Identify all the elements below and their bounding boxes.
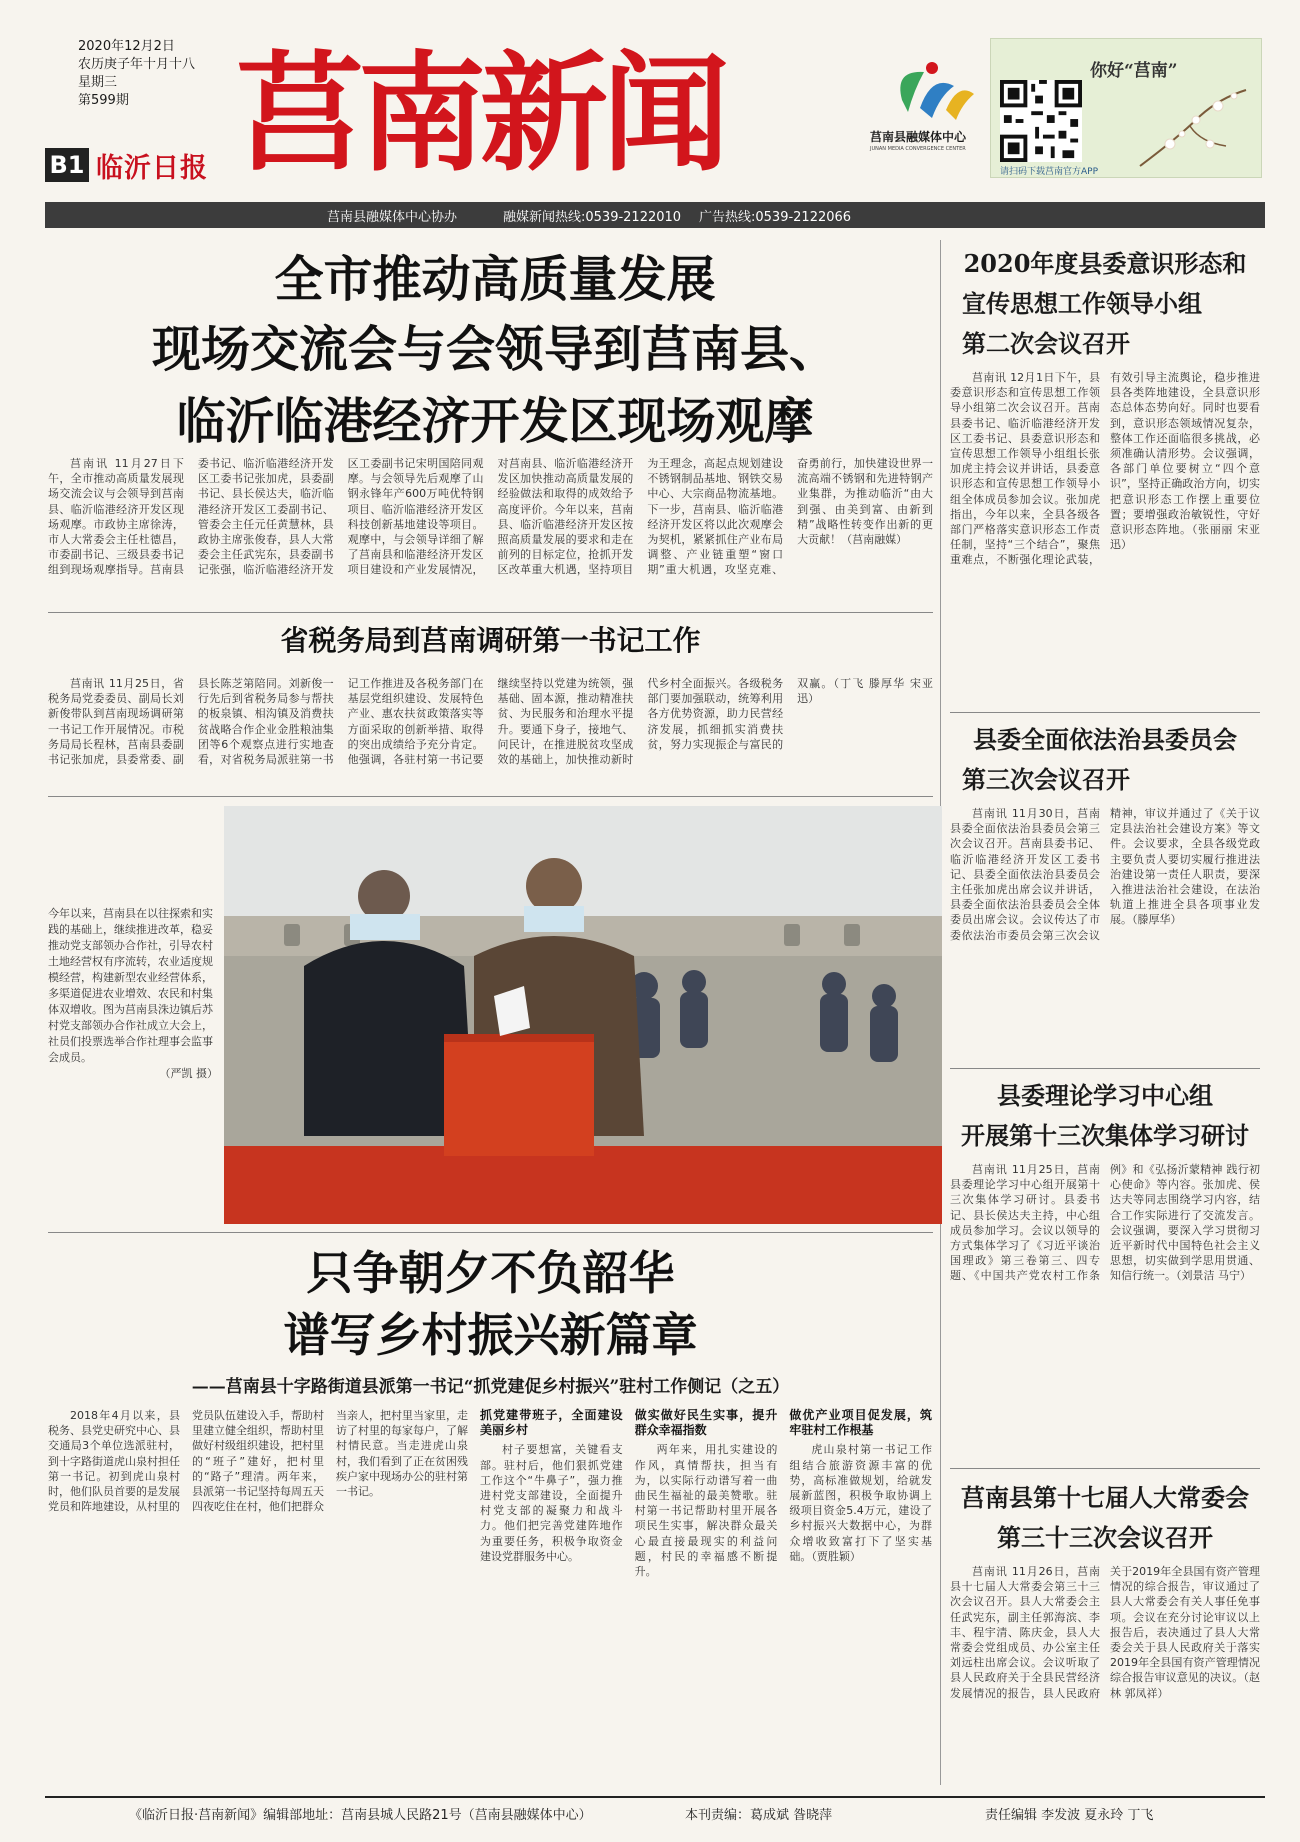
right-article-headline-line: 第二次会议召开 [962,329,1130,358]
tax-story-body [48,676,933,788]
feature-subsection-paragraph: 两年来，用扎实建设的作风，真情帮扶，担当有为，以实际行动谱写着一曲曲民生福祉的最美赞歌。驻村第一书记帮助村里开展各项民生实事，解决群众最关心最直接最现实的利益问题，村民的幸福感不断提升。 [634,1443,778,1579]
feature-subtitle: ——莒南县十字路街道县派第一书记“抓党建促乡村振兴”驻村工作侧记（之五） [191,1377,790,1397]
right-article-headline-line: 宣传思想工作领导小组 [962,289,1202,318]
photo-caption [48,906,218,1082]
qr-code-icon[interactable] [1000,80,1082,162]
right-article-headline-line: 县委理论学习中心组 [997,1081,1213,1110]
plum-blossom-illustration [1130,86,1250,170]
section-divider [48,612,933,613]
right-article-text: 莒南讯 12月1日下午，县委意识形态和宣传思想工作领导小组第二次会议召开。莒南县委书记、临沂临港经济开发区工委书记、县委意识形态和宣传思想工作领导小组组长张加虎主持会议并讲话，县委意识形态和宣传思想工作领导小组全体成员参加会议。张加虎指出，今年以来，全县各级各部门严格落实意识形态工作责任制，坚持“三个结合”，聚焦重难点，不断强化理论武装，有效引导主流舆论，稳步推进县各类阵地建设，全县意识形态总体态势向好。同时也要看到，意识形态领域情况复杂，整体工作还面临很多挑战，必须准确认清形势。会议强调，各部门单位要树立“四个意识”，坚持正确政治方向，切实把意识形态工作摆上重要位置；要增强政治敏锐性，守好意识形态阵地。（张丽丽 宋亚迅） [950,371,1260,567]
section-divider [950,712,1260,713]
feature-subsection-text [480,1442,623,1564]
feature-subhead: 抓党建带班子，全面建设美丽乡村 [480,1408,623,1438]
date: 2020年12月2日 [78,39,175,54]
right-article-headline-line: 第三十三次会议召开 [997,1523,1213,1552]
photo-caption-text: 今年以来，莒南县在以往探索和实践的基础上，继续推进改革，稳妥推动党支部领办合作社，引导农村土地经营权有序流转，农业适度规模经营，构建新型农业经营体系，多渠道促进农业增效、农民和村集体双增收。图为莒南县洙边镇后苏村党支部领办合作社成立大会上，社员们投票选举合作社理事会监事会成员。 [48,907,213,1064]
feature-subsection-paragraph: 虎山泉村第一书记工作组结合旅游资源丰富的优势，高标准做规划，给就发展新蓝图，积极争取协调上级项目资金5.4万元，建设了乡村振兴大数据中心，为群众增收致富打下了坚实基础。（贾胜颖） [789,1443,933,1563]
feature-headline-line-1: 只争朝夕不负韶华 [306,1246,675,1300]
hotline-bar [45,202,1265,228]
right-article-2 [950,720,1260,1054]
feature-text: 2018年4月以来，县税务、县党史研究中心、县交通局3个单位选派驻村，到十字路街道虎山泉村担任第一书记。初到虎山泉村时，他们队员首要的是发展党员和阵地建设，从村里的党员队伍建设入手，帮助村里建立健全组织，帮助村里做好村级组织建设，把村里的“班子”建好，把村里的“路子”理清。两年来，县派第一书记坚持每周五天四夜吃住在村，他们把群众当亲人，把村里当家里，走访了村里的每家每户，了解村情民意。当走进虎山泉村，我们看到了正在贫困残疾户家中现场办公的驻村第一书记。 [48,1409,468,1514]
lead-headline-line-3: 临沂临港经济开发区现场观摩 [176,393,814,450]
right-article-body [950,1162,1260,1462]
news-photo [224,806,942,1224]
right-article-body [950,370,1260,704]
right-article-3 [950,1076,1260,1462]
lead-headline-line-1: 全市推动高质量发展 [274,251,716,308]
right-article-4 [950,1478,1260,1778]
footer-editors: 本刊责编：葛成斌 昝晓萍 [685,1808,833,1823]
weekday: 星期三 [78,75,118,90]
right-article-body [950,1564,1260,1778]
footer-duty-editors: 责任编辑 李发波 夏永玲 丁飞 [985,1808,1154,1823]
feature-subhead: 做优产业项目促发展，筑牢驻村工作根基 [789,1408,933,1438]
media-center-logo [884,60,980,130]
right-article-text: 莒南讯 11月26日，莒南县十七届人大常委会第三十三次会议召开。县人大常委会主任武宪东，副主任郭海滨、李丰、程宇清、陈庆金，县人大常委会党组成员、办公室主任刘远柱出席会议。会议听取了县人民政府关于全县民营经济发展情况的报告，县人民政府关于2019年全县国有资产管理情况的综合报告，审议通过了县人大常委会有关人事任免事项。会议在充分讨论审议以上报告后，表决通过了县人大常委会关于县人民政府关于落实2019年全县国有资产管理情况综合报告审议意见的决议。（赵林 郭凤祥） [950,1565,1260,1700]
feature-subsection [789,1408,932,1788]
feature-body [48,1408,468,1788]
feature-subsection-paragraph: 村子要想富，关键看支部。驻村后，他们狠抓党建工作这个“牛鼻子”，强力推进村党支部建设，全面提升村党支部的凝聚力和战斗力。他们把完善党建阵地作为重要任务，积极争取资金建设党群服务中心。 [480,1443,623,1563]
section-badge: B1 [45,148,89,182]
footer-address: 《临沂日报·莒南新闻》编辑部地址：莒南县城人民路21号（莒南县融媒体中心） [129,1808,592,1823]
section-divider [950,1468,1260,1469]
lead-story-text: 莒南讯 11月27日下午，全市推动高质量发展现场交流会议与会领导到莒南县、临沂临港经济开发区现场观摩。市政协主席徐涛，市人大常委会主任杜德昌，市委副书记、三级县委书记组到现场观摩指导。莒南县委书记、临沂临港经济开发区工委书记张加虎，县委副书记、县长侯达夫，临沂临港经济开发区工委副书记、管委会主任元任黄慧林，县政协主席张俊春，县人大常委会主任武宪东，县委副书记张强，临沂临港经济开发区工委副书记宋明国陪同观摩。与会领导先后观摩了山钢永锋年产600万吨优特钢项目、临沂临港经济开发区科技创新基地建设等项目。观摩中，与会领导详细了解了莒南县和临港经济开发区项目建设和产业发展情况，对莒南县、临沂临港经济开发区加快推动高质量发展的经验做法和取得的成效给予高度评价。今年以来，莒南县、临沂临港经济开发区按照高质量发展的要求和走在前列的目标定位，抢抓开发区改革重大机遇，坚持项目为王理念，高起点规划建设不锈钢制品基地、钢铁交易中心、大宗商品物流基地。下一步，莒南县、临沂临港经济开发区将以此次观摩会为契机，紧紧抓住产业布局调整、产业链重塑“窗口期”重大机遇，攻坚克难、奋勇前行，加快建设世界一流高端不锈钢和先进特钢产业集群，为推动临沂“由大到强、由美到富、由新到精”战略性转变作出新的更大贡献！（莒南融媒） [48,457,933,577]
feature-headline-line-2: 谱写乡村振兴新篇章 [283,1308,698,1362]
feature-subsection [480,1408,623,1788]
right-article-headline-line: 莒南县第十七届人大常委会 [961,1483,1249,1512]
organizer-text: 莒南县融媒体中心协办 [327,210,458,225]
lead-story-body [48,456,933,604]
app-greeting: 你好“莒南” [1090,61,1178,81]
right-article-body [950,806,1260,1054]
photo-credit: （严凯 摄） [159,1067,218,1080]
right-article-text: 莒南讯 11月30日，莒南县委全面依法治县委员会第三次会议召开。莒南县委书记、临沂临港经济开发区工委书记、县委全面依法治县委员会主任张加虎出席会议并讲话，县委全面依法治县委员会全体委员出席会议。会议传达了市委依法治市委员会第三次会议精神，审议并通过了《关于议定县法治社会建设方案》等文件。会议要求，全县各级党政主要负责人要切实履行推进法治建设第一责任人职责，要深入推进法治社会建设，在法治轨道上推进全县各项事业发展。（滕厚华） [950,807,1260,942]
right-article-text: 莒南讯 11月25日，莒南县委理论学习中心组开展第十三次集体学习研讨。县委书记、县长侯达夫主持，中心组成员参加学习。会议以领导的方式集体学习了《习近平谈治国理政》第三卷第三、四专题、《中国共产党农村工作条例》和《弘扬沂蒙精神 践行初心使命》等内容。张加虎、侯达夫等同志围绕学习内容，结合工作实际进行了交流发言。会议强调，要深入学习贯彻习近平新时代中国特色社会主义思想，切实做到学思用贯通、知信行统一。（刘景洁 马宁） [950,1163,1260,1283]
lead-headline-line-2: 现场交流会与会领导到莒南县、 [151,321,838,378]
tax-story-headline: 省税务局到莒南调研第一书记工作 [280,624,701,657]
page-footer [45,1796,1265,1824]
feature-subsections [480,1408,932,1788]
section-divider [950,1068,1260,1069]
masthead-title: 莒南新闻 [236,39,725,189]
ad-hotline: 广告热线:0539-2122066 [699,210,852,225]
lunar-date: 农历庚子年十月十八 [78,57,196,72]
right-article-headline-line: 2020年度县委意识形态和 [963,249,1247,278]
right-article-headline-line: 开展第十三次集体学习研讨 [961,1121,1249,1150]
feature-subsection [635,1408,778,1788]
right-article-headline-line: 第三次会议召开 [962,765,1130,794]
app-download-hint: 请扫码下载莒南官方APP [1000,167,1099,177]
section-divider [48,796,933,797]
feature-subhead: 做实做好民生实事，提升群众幸福指数 [634,1408,778,1438]
feature-subsection-text [789,1442,932,1564]
news-hotline: 融媒新闻热线:0539-2122010 [503,210,682,225]
parent-paper-logo: 临沂日报 [96,153,208,184]
date-block [78,38,228,110]
right-article-headline-line: 县委全面依法治县委员会 [973,725,1237,754]
right-article-1 [950,244,1260,704]
media-center-name-en: JUNAN MEDIA CONVERGENCE CENTER [870,146,966,152]
feature-subsection-text [635,1442,778,1579]
section-divider [48,1232,933,1233]
issue-number: 第599期 [78,93,129,108]
media-center-name: 莒南县融媒体中心 [870,130,967,144]
tax-story-text: 莒南讯 11月25日，省税务局党委委员、副局长刘新俊带队到莒南现场调研第一书记工作开展情况。市税务局局长程林，莒南县委副书记张加虎，县委常委、副县长陈芝第陪同。刘新俊一行先后到省税务局参与帮扶的板泉镇、相沟镇及消费扶贫战略合作企业金胜粮油集团等6个观察点进行实地查看，对省税务局派驻第一书记工作推进及各税务部门在基层党组织建设、发展特色产业、惠农扶贫政策落实等方面采取的创新举措、取得的突出成绩给予充分肯定。他强调，各驻村第一书记要继续坚持以党建为统领，强基础、固本源，推动精准扶贫、为民服务和治理水平提升。要通下身子，接地气、问民计，在推进脱贫攻坚成效的基础上，加快推动新时代乡村全面振兴。各级税务部门要加强联动，统筹利用各方优势资源，助力民营经济发展，抓细抓实消费扶贫，努力实现振企与富民的双赢。（丁飞 滕厚华 宋亚迅） [48,677,933,767]
